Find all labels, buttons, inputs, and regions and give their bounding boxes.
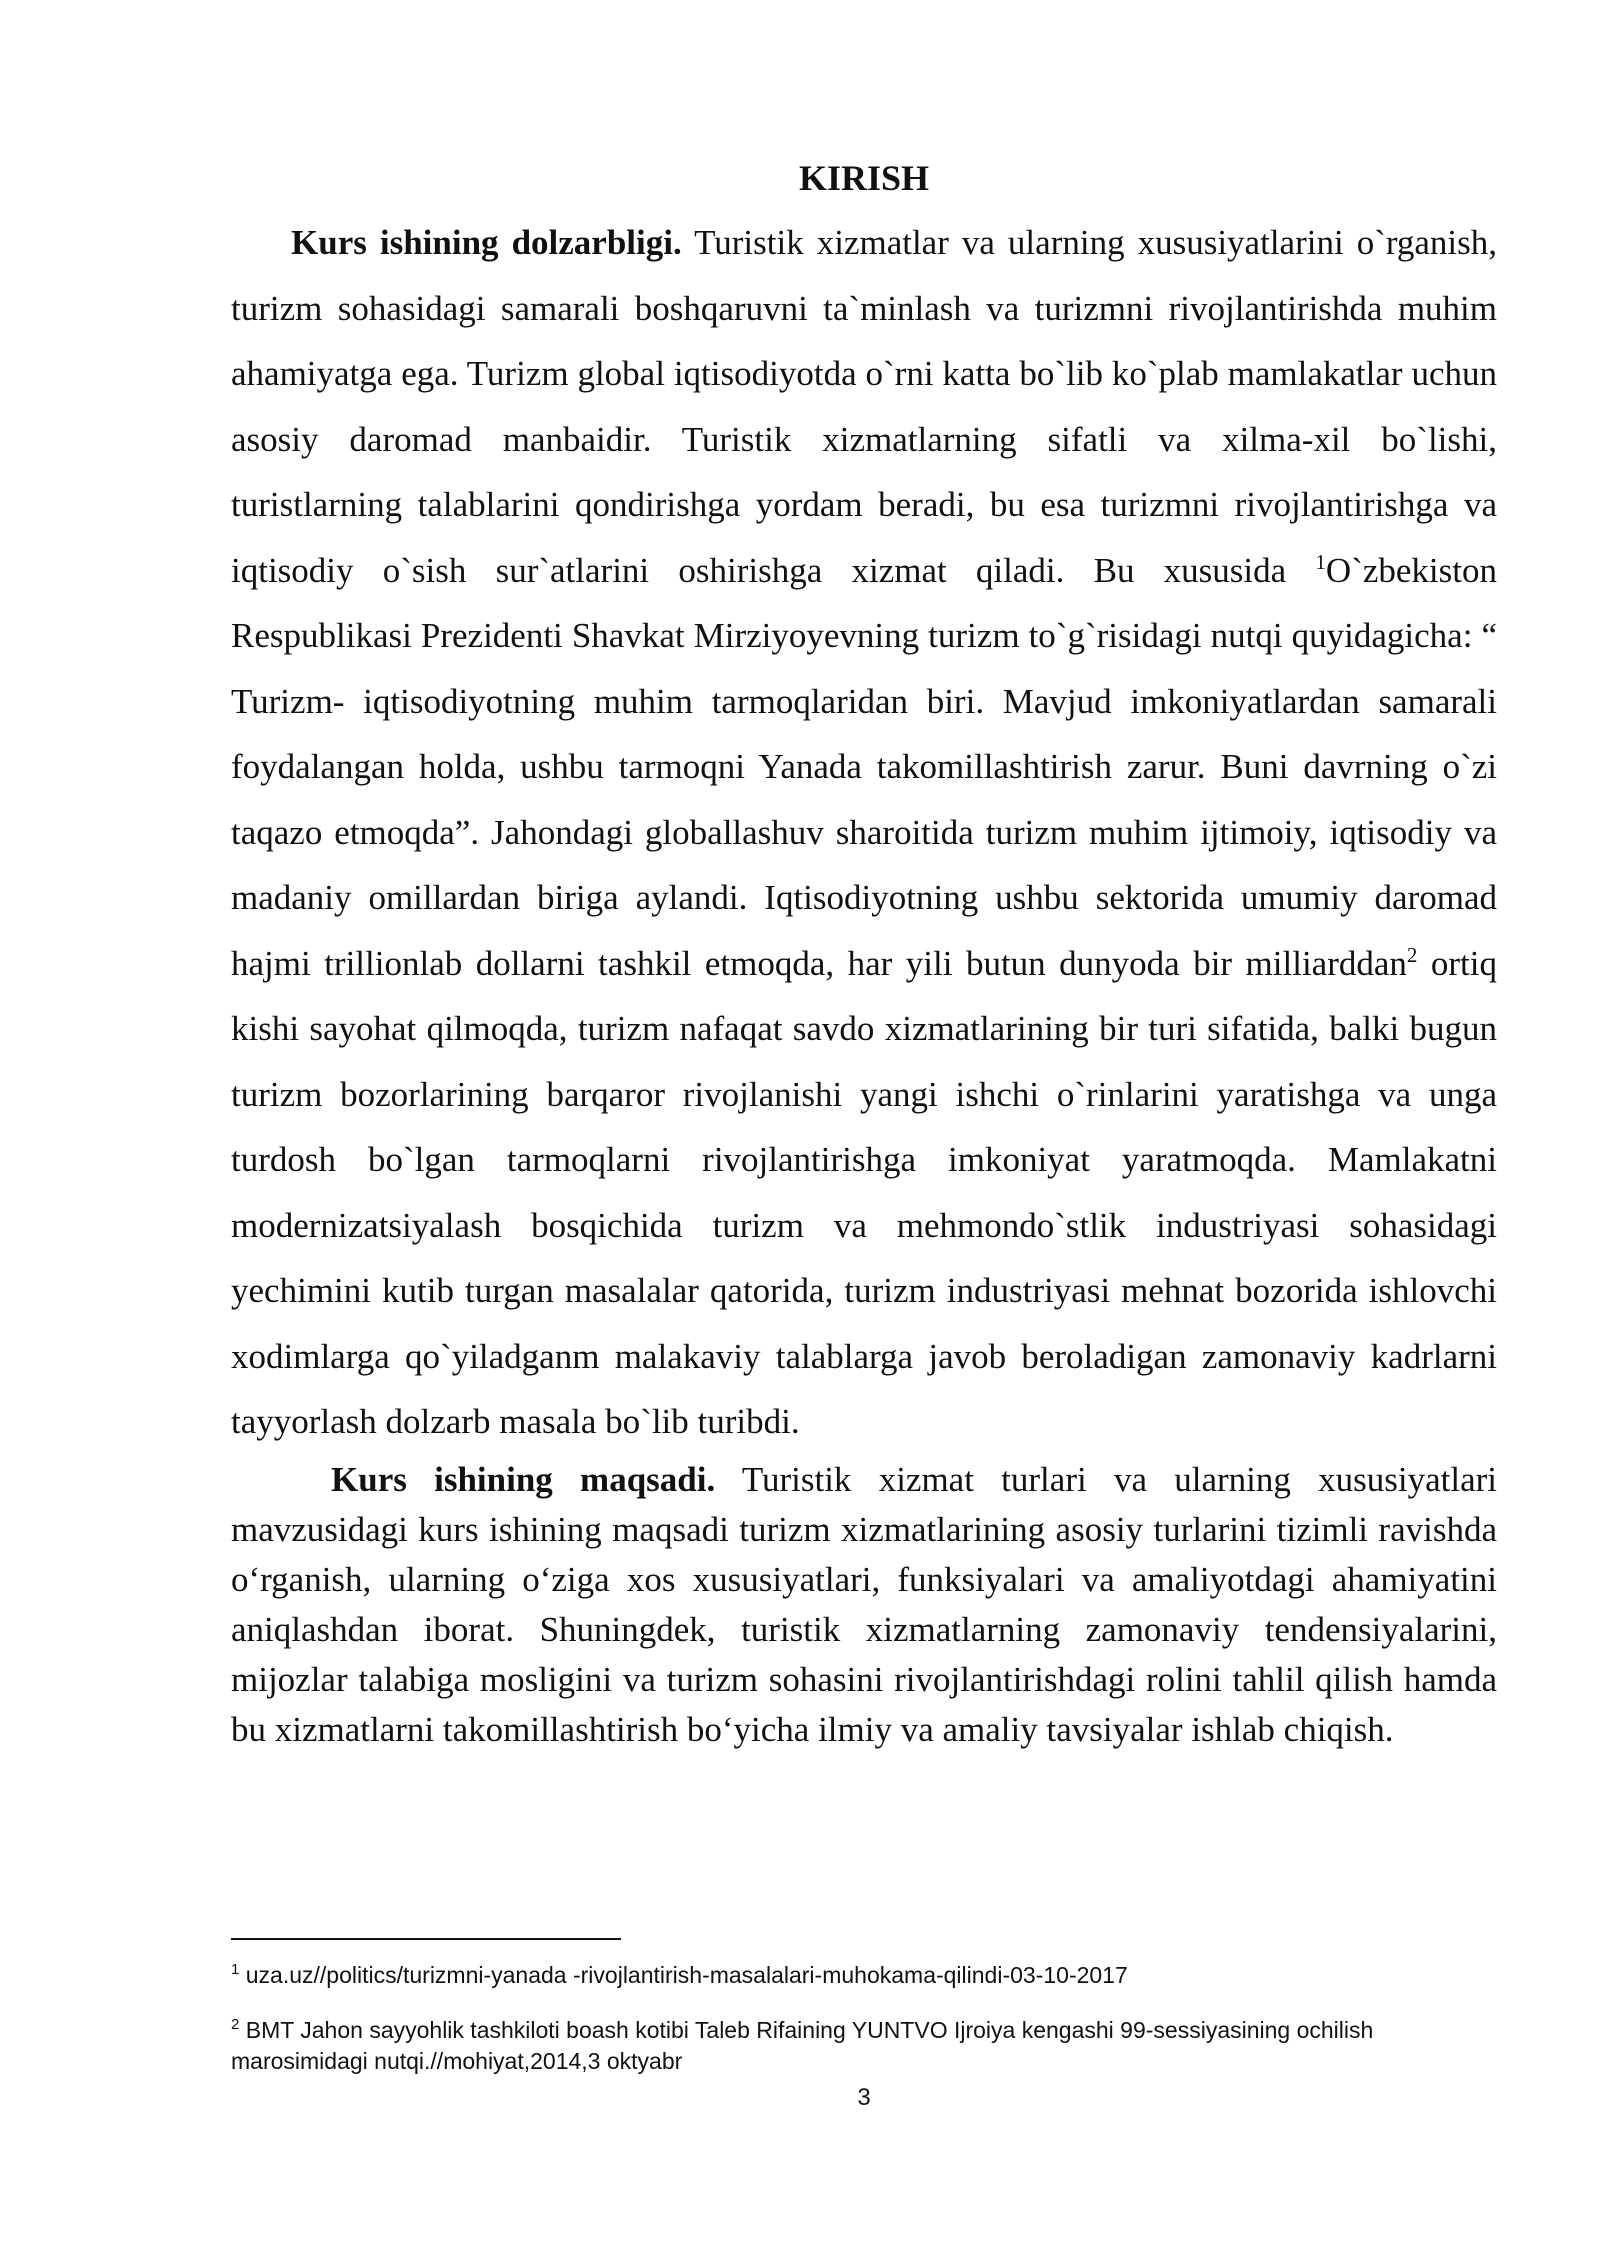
goal-heading: Kurs ishining maqsadi. (331, 1459, 716, 1499)
relevance-text-part2: O`zbekiston Respublikasi Prezidenti Shavkat Mirziyoyevning turizm to`g`risidagi nutqi quyidagicha: “ Turizm- iqtisodiyotning muhim tarmoqlaridan biri. Mavjud imkoniyatlardan samarali foydalangan holda, ushbu tarmoqni Yanada takomillashtirish zarur. Buni davrning o`zi taqazo etmoqda”. Jahondagi globallashuv sharoitida turizm muhim ijtimoiy, iqtisodiy va madaniy omillardan biriga aylandi. Iqtisodiyotning ushbu sektorida umumiy daromad hajmi trillionlab dollarni tashkil etmoqda, har yili butun dunyoda bir milliarddan (231, 550, 1497, 983)
footnote-text-2: BMT Jahon sayyohlik tashkiloti boash kotibi Taleb Rifaining YUNTVO Ijroiya kengashi 99-sessiyasining ochilish marosimidagi nutqi.//mohiyat,2014,3 oktyabr (231, 2017, 1374, 2074)
footnote-ref-2[interactable]: 2 (1406, 942, 1418, 967)
goal-text: Turistik xizmat turlari va ularning xususiyatlari mavzusidagi kurs ishining maqsadi turizm xizmatlarining asosiy turlarini tizimli ravishda o‘rganish, ularning o‘ziga xos xususiyatlari, funksiyalari va amaliyotdagi ahamiyatini aniqlashdan iborat. Shuningdek, turistik xizmatlarning zamonaviy tendensiyalarini, mijozlar talabiga mosligini va turizm sohasini rivojlantirishdagi rolini tahlil qilish hamda bu xizmatlarni takomillashtirish bo‘yicha ilmiy va amaliy tavsiyalar ishlab chiqish. (231, 1459, 1497, 1749)
goal-paragraph (231, 1455, 1497, 1755)
relevance-paragraph (231, 210, 1497, 1455)
footnotes-section (231, 1938, 1497, 2101)
relevance-heading: Kurs ishining dolzarbligi. (291, 223, 682, 262)
page-title: KIRISH (798, 158, 930, 198)
footnote-ref-1[interactable]: 1 (1315, 549, 1326, 574)
footnote-1 (231, 1960, 1497, 1991)
footnote-text-1: uza.uz//politics/turizmni-yanada -rivojlantirish-masalalari-muhokama-qilindi-03-10-2017 (239, 1962, 1128, 1988)
relevance-text-part3: ortiq kishi sayohat qilmoqda, turizm nafaqat savdo xizmatlarining bir turi sifatida, balki bugun turizm bozorlarining barqaror rivojlanishi yangi ishchi o`rinlarini yaratishga va unga turdosh bo`lgan tarmoqlarni rivojlantirishga imkoniyat yaratmoqda. Mamlakatni modernizatsiyalash bosqichida turizm va mehmondo`stlik industriyasi sohasidagi yechimini kutib turgan masalalar qatorida, turizm industriyasi mehnat bozorida ishlovchi xodimlarga qo`yiladganm malakaviy talablarga javob beroladigan zamonaviy kadrlarni tayyorlash dolzarb masala bo`lib turibdi. (231, 943, 1497, 1441)
footnote-number-2: 2 (231, 2016, 240, 2033)
page-number: 3 (857, 2084, 871, 2111)
relevance-text-part1: Turistik xizmatlar va ularning xususiyatlarini o`rganish, turizm sohasidagi samarali boshqaruvni ta`minlash va turizmni rivojlantirishda muhim ahamiyatga ega. Turizm global iqtisodiyotda o`rni katta bo`lib ko`plab mamlakatlar uchun asosiy daromad manbaidir. Turistik xizmatlarning sifatli va xilma-xil bo`lishi, turistlarning talablarini qondirishga yordam beradi, bu esa turizmni rivojlantirishga va iqtisodiy o`sish sur`atlarini oshirishga xizmat qiladi. Bu xususida (231, 223, 1497, 590)
footnote-2 (231, 2015, 1497, 2077)
footnote-number-1: 1 (231, 1961, 240, 1978)
footnote-separator (231, 1938, 621, 1940)
document-page (231, 150, 1497, 1755)
